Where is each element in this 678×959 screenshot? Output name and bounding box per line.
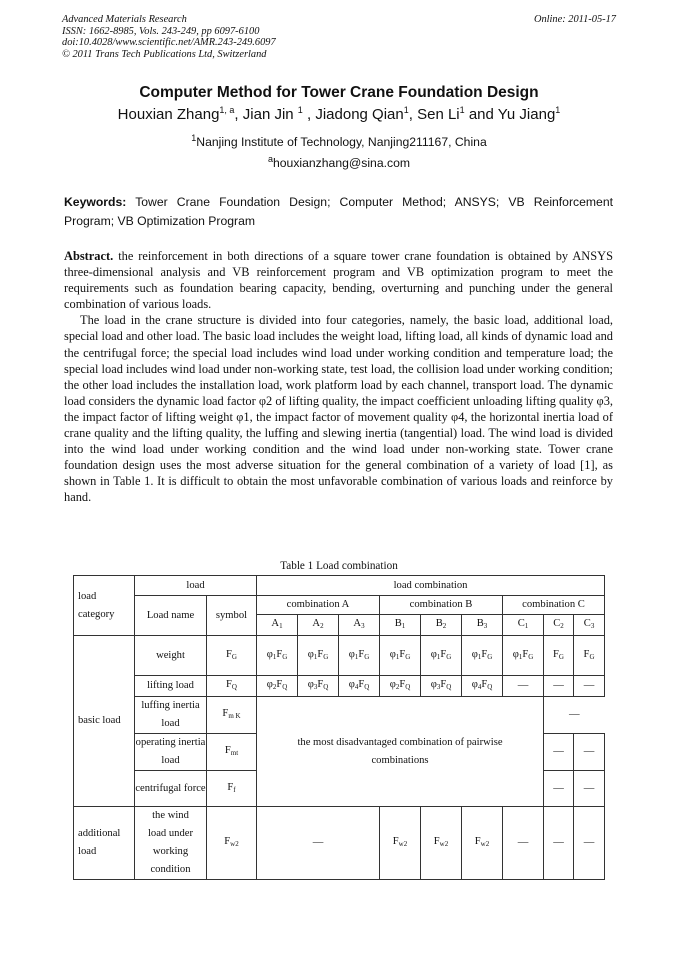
load-name-lifting: lifting load [135,676,207,697]
phi-symbol: φ [307,648,314,660]
phi-symbol: φ [348,648,355,660]
column-index: 1 [279,622,283,630]
combination-cell [380,636,421,676]
online-date: Online: 2011-05-17 [533,14,616,25]
wind-b1 [380,807,421,880]
author-sup: 1 [403,105,409,115]
column-index: 1 [524,622,529,630]
phi-index: 1 [313,652,318,661]
symbol-sub: f [233,785,236,794]
column-header [339,615,380,636]
wind-b2 [421,807,462,880]
header-symbol: symbol [207,596,257,636]
dash-cell: — [574,734,605,771]
phi-symbol: φ [389,679,396,690]
phi-index: 1 [518,652,523,661]
column-letter: B [476,618,484,629]
combination-cell [298,636,339,676]
combination-cell [503,636,544,676]
affiliation-sup: 1 [191,133,197,143]
force-symbol: F [358,648,365,660]
symbol-base: F [226,679,232,690]
phi-index: 1 [272,652,277,661]
phi-index: 1 [395,652,400,661]
load-name-wind: the wind load under working condition [135,807,207,880]
symbol-sub: Q [231,683,237,691]
phi-index: 2 [272,683,277,691]
email-text: houxianzhang@sina.com [272,156,411,171]
combination-cell [421,676,462,697]
force-symbol: F [399,679,406,690]
force-index: G [364,652,370,661]
author-sup: 1, a [219,105,235,115]
symbol-weight [207,636,257,676]
column-letter: A [353,618,362,629]
table-caption: Table 1 Load combination [280,560,398,572]
force-symbol: F [440,648,447,660]
phi-index: 1 [477,652,482,661]
combination-cell [462,636,503,676]
body-text [64,248,613,506]
phi-symbol: φ [266,648,273,660]
header-combination-b: combination B [380,596,503,615]
phi-symbol: φ [348,679,355,690]
symbol-sub: G [231,652,237,661]
symbol-sub: w2 [439,840,449,848]
journal-header [62,14,616,60]
force-symbol: F [522,648,529,660]
abstract-paragraph [64,248,613,312]
force-index: Q [405,683,411,691]
phi-index: 1 [436,652,441,661]
column-letter: A [312,618,321,629]
force-symbol: F [317,648,324,660]
load-name-weight: weight [135,636,207,676]
phi-symbol: φ [512,648,519,660]
force-symbol: F [481,679,488,690]
symbol-lifting [207,676,257,697]
column-index: 2 [442,622,447,630]
force-index: G [405,652,411,661]
symbol-sub: w2 [398,840,408,848]
author-name: Houxian Zhang [117,106,220,123]
column-index: 2 [320,622,324,630]
email-sup: a [267,154,273,164]
column-header [574,615,605,636]
force-index: Q [446,683,452,691]
author-name: Sen Li [417,106,460,123]
force-symbol: F [276,648,283,660]
force-symbol: F [481,648,488,660]
phi-index: 4 [477,683,482,691]
force-index: Q [282,683,288,691]
force-index: Q [487,683,493,691]
symbol-centrifugal [207,771,257,807]
symbol-wind [207,807,257,880]
column-header [421,615,462,636]
author-sup: 1 [459,105,465,115]
phi-symbol: φ [389,648,396,660]
author-email [0,154,678,170]
author-list [0,105,678,123]
force-index: G [589,652,595,661]
column-header [503,615,544,636]
phi-symbol: φ [471,648,478,660]
abstract-label: Abstract. [64,249,114,263]
dash-cell: — [544,807,574,880]
phi-index: 4 [354,683,359,691]
phi-symbol: φ [471,679,478,690]
combination-cell [298,676,339,697]
wind-b3 [462,807,503,880]
journal-doi: doi:10.4028/www.scientific.net/AMR.243-249.6097 [62,37,276,49]
symbol-sub: m K [228,712,241,720]
column-index: 3 [361,622,365,630]
journal-name: Advanced Materials Research [62,14,187,25]
combination-cell [339,676,380,697]
column-index: 3 [590,622,595,630]
combination-cell [257,636,298,676]
author-name: Yu Jiang [497,106,556,123]
force-index: Q [323,683,329,691]
combination-cell [544,636,574,676]
force-index: G [446,652,452,661]
journal-copyright: © 2011 Trans Tech Publications Ltd, Switzerland [62,48,267,60]
phi-index: 3 [436,683,441,691]
dash-cell: — [574,676,605,697]
affiliation-text: Nanjing Institute of Technology, Nanjing211167, China [196,135,487,150]
force-index: G [323,652,329,661]
dash-cell: — [574,807,605,880]
category-basic-load: basic load [74,636,135,807]
affiliation [0,133,678,149]
symbol-base: F [224,836,231,847]
header-load: load [135,576,257,596]
force-index: Q [364,683,370,691]
symbol-luffing [207,697,257,734]
merged-combination-note: the most disadvantaged combination of pairwise combinations [257,697,544,807]
dash-cell: — [574,771,605,807]
load-paragraph: The load in the crane structure is divided into four categories, namely, the basic load, additional load, special load and other load. The basic load includes the weight load, lifting load, all kinds of dynamic load and the centrifugal force; the special load includes wind load under working condition and temperature load; the special load includes wind load under non-working state, test load, the collision load under working condition; the other load includes the installation load, work platform load by each channel, transport load. The dynamic load considers the dynamic load factor φ2 of lifting quality, the impact coefficient unloading lifting quality φ3, the impact factor of lifting weight φ1, the impact factor of movement quality φ4, the horizontal inertia load of crane quality and the lifting quality, the luffing and slewing inertia (tangential) load. The wind load is divided into the wind load under working condition and the wind load under non-working state. Tower crane foundation design uses the most adverse situation for the general combination of a variety of load [1], as shown in Table 1. It is difficult to obtain the most unfavorable combination of various loads and reinforce by hand. [64,313,613,505]
column-index: 1 [401,622,406,630]
column-header [380,615,421,636]
symbol-sub: w2 [230,840,239,848]
symbol-operating [207,734,257,771]
symbol-base: F [227,781,234,793]
keywords [64,193,613,230]
column-index: 2 [560,622,564,630]
combination-cell [380,676,421,697]
symbol-base: F [222,708,229,719]
author-separator: , [234,106,243,123]
dash-cell: — [257,807,380,880]
column-letter: A [271,618,280,629]
dash-cell: — [544,697,605,734]
category-additional-load: additional load [74,807,135,880]
force-symbol: F [358,679,365,690]
force-symbol: F [317,679,324,690]
force-index: G [528,652,534,661]
abstract-text: the reinforcement in both directions of a square tower crane foundation is obtained by ANSYS three-dimensional analysis and VB reinforcement program and VB optimization program to meet the requirements such as foundation bearing capacity, bending, overturning and punching under the general combination of various loads. [64,249,613,312]
force-index: G [282,652,288,661]
dash-cell: — [544,771,574,807]
symbol-base: F [392,836,399,847]
symbol-base: F [474,836,481,847]
keywords-label: Keywords: [64,195,127,209]
column-letter: B [394,618,402,629]
load-name-luffing: luffing inertia load [135,697,207,734]
combination-cell [574,636,605,676]
dash-cell: — [544,676,574,697]
author-name: Jiadong Qian [315,106,404,123]
phi-symbol: φ [307,679,314,690]
phi-symbol: φ [430,648,437,660]
force-index: G [487,652,493,661]
column-index: 3 [483,622,488,630]
load-name-centrifugal: centrifugal force [135,771,207,807]
column-header [298,615,339,636]
symbol-base: F [224,745,231,756]
author-separator: , [302,106,316,123]
force-index: G [558,652,564,661]
force-symbol: F [440,679,447,690]
force-symbol: F [553,648,559,660]
column-header [257,615,298,636]
force-symbol: F [276,679,283,690]
phi-index: 3 [313,683,318,691]
journal-issn: ISSN: 1662-8985, Vols. 243-249, pp 6097-6100 [62,25,260,37]
symbol-base: F [433,836,440,847]
column-header [462,615,503,636]
dash-cell: — [503,676,544,697]
header-combination-c: combination C [503,596,605,615]
combination-cell [421,636,462,676]
header-load-category: load category [74,576,135,636]
phi-index: 2 [395,683,400,691]
author-sup: 1 [555,105,561,115]
load-combination-table [73,575,605,880]
column-letter: B [435,618,443,629]
column-header [544,615,574,636]
dash-cell: — [503,807,544,880]
author-name: Jian Jin [242,106,298,123]
load-name-operating: operating inertia load [135,734,207,771]
phi-symbol: φ [266,679,273,690]
symbol-sub: w2 [480,840,490,848]
symbol-sub: mt [230,749,239,757]
author-separator: , [408,106,418,123]
symbol-base: F [226,648,232,660]
force-symbol: F [583,648,590,660]
author-separator: and [464,106,498,123]
dash-cell: — [544,734,574,771]
column-letter: C [583,618,591,629]
keywords-text: Tower Crane Foundation Design; Computer Method; ANSYS; VB Reinforcement Program; VB Optimization Program [64,195,613,228]
header-combination-a: combination A [257,596,380,615]
phi-symbol: φ [430,679,437,690]
combination-cell [339,636,380,676]
paper-title: Computer Method for Tower Crane Foundation Design [139,84,539,101]
force-symbol: F [399,648,406,660]
header-load-name: Load name [135,596,207,636]
phi-index: 1 [354,652,359,661]
header-load-combination: load combination [257,576,605,596]
combination-cell [257,676,298,697]
author-sup: 1 [297,105,303,115]
column-letter: C [517,618,525,629]
combination-cell [462,676,503,697]
column-letter: C [553,618,561,629]
